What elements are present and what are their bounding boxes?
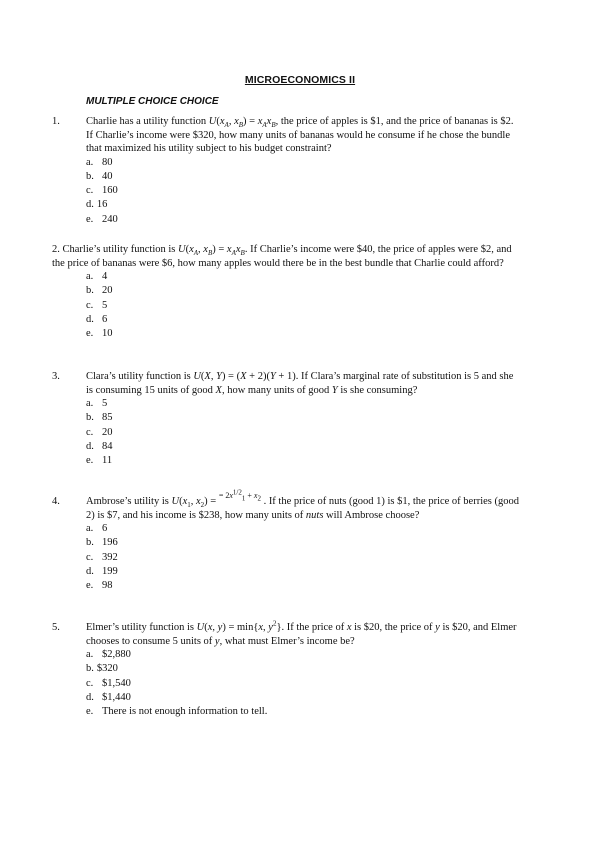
question-2 [52,243,520,341]
options-list [86,522,520,593]
option-c[interactable]: c. 160 [86,185,118,197]
question-5 [52,621,520,719]
option-a[interactable]: a. 6 [86,523,108,535]
question-stem: Charlie has a utility function $U(x_A$, $x_B) = x_Ax_B$, the price of apples is $1, and the price of bananas is $2. If Charlie’s income were $320, how many units of bananas would he consume if he chose the bundle that maximized his utility subject to his budget constraint? [86,116,514,155]
question-number: 2. [52,244,60,255]
question-stem: Elmer’s utility function is U(x, y) = min{x, $y^2$}. If the price of x is $20, the price of y is $20, and Elmer chooses to consume 5 units of y, what must Elmer’s income be? [86,619,517,647]
section-heading: MULTIPLE CHOICE CHOICE [86,96,219,107]
question-1 [52,115,520,227]
question-3 [52,370,520,468]
option-b[interactable]: b. 40 [86,170,113,182]
option-a[interactable]: a. $2,880 [86,649,131,661]
option-b[interactable]: b. 85 [86,412,113,424]
question-number: 5. [52,622,60,633]
option-a[interactable]: a. 5 [86,398,108,410]
option-d[interactable]: d. 6 [86,313,108,325]
option-e[interactable]: e. 10 [86,327,113,339]
option-b[interactable]: b. $320 [86,663,118,675]
option-e[interactable]: e. 240 [86,213,118,225]
option-e[interactable]: e. 11 [86,454,113,466]
option-d[interactable]: d. $1,440 [86,691,131,703]
option-c[interactable]: c. 20 [86,426,113,438]
options-list [86,397,520,468]
option-c[interactable]: c. 392 [86,551,118,563]
question-number: 1. [52,116,60,127]
options-list [86,270,520,341]
options-list [86,648,520,719]
option-a[interactable]: a. 80 [86,156,113,168]
option-e[interactable]: e. 98 [86,579,113,591]
page-title: MICROECONOMICS II [244,74,356,86]
question-stem: 2. Charlie’s utility function is $U(x_A$, $x_B) = x_Ax_B$. If Charlie’s income were $40, the price of apples were $2, and the price of bananas were $6, how many apples would there be in the best bundle that Charlie could afford? [52,244,512,269]
options-list [86,156,520,227]
option-b[interactable]: b. 196 [86,537,118,549]
question-4 [52,488,520,593]
option-d[interactable]: d. 16 [86,199,108,211]
option-d[interactable]: d. 84 [86,440,113,452]
option-c[interactable]: c. 5 [86,299,108,311]
question-stem: Ambrose’s utility is $U(x_1$, $x_2) = ^{= 2x^{1/2}_1 + x_2}$ . If the price of nuts (good 1) is $1, the price of berries (good 2) is $7, and his income is $238, how many units of nuts will Ambrose choose? [86,488,519,521]
option-d[interactable]: d. 199 [86,565,118,577]
question-number: 4. [52,496,60,507]
question-number: 3. [52,371,60,382]
question-stem: Clara’s utility function is U(X, Y) = (X + 2)(Y + 1). If Clara’s marginal rate of substitution is 5 and she is consuming 15 units of good X, how many units of good Y is she consuming? [86,371,514,396]
option-c[interactable]: c. $1,540 [86,677,131,689]
option-e[interactable]: e. There is not enough information to tell. [86,705,268,717]
option-b[interactable]: b. 20 [86,285,113,297]
option-a[interactable]: a. 4 [86,271,108,283]
